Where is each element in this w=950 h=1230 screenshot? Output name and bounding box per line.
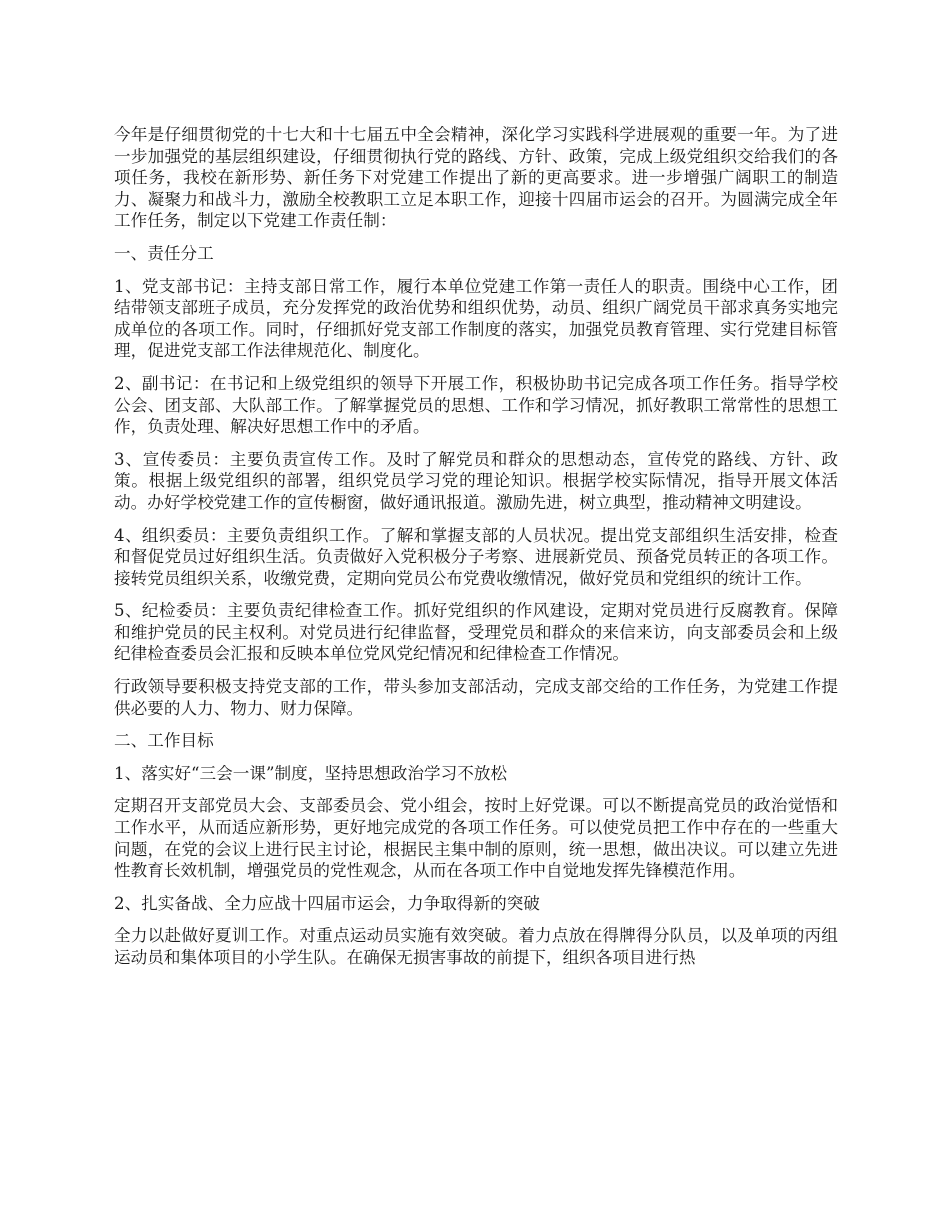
goal-one-paragraph: 定期召开支部党员大会、支部委员会、党小组会，按时上好党课。可以不断提高党员的政治觉悟和工作水平，从而适应新形势，更好地完成党的各项工作任务。可以使党员把工作中存在的一些重大问题，在党的会议上进行民主讨论，根据民主集中制的原则，统一思想，做出决议。可以建立先进性教育长效机制，增强党员的党性观念，从而在各项工作中自觉地发挥先锋模范作用。 [114, 796, 838, 881]
goal-one-heading: 1、落实好“三会一课”制度，坚持思想政治学习不放松 [114, 763, 508, 783]
administrative-leadership-paragraph: 行政领导要积极支持党支部的工作，带头参加支部活动，完成支部交给的工作任务，为党建工作提供必要的人力、物力、财力保障。 [114, 677, 838, 718]
party-secretary-paragraph: 1、党支部书记：主持支部日常工作，履行本单位党建工作第一责任人的职责。围绕中心工作，团结带领支部班子成员，充分发挥党的政治优势和组织优势，动员、组织广阔党员干部求真务实地完成单位的各项工作。同时，仔细抓好党支部工作制度的落实，加强党员教育管理、实行党建目标管理，促进党支部工作法律规范化、制度化。 [114, 276, 838, 361]
publicity-committee-paragraph: 3、宣传委员：主要负责宣传工作。及时了解党员和群众的思想动态，宣传党的路线、方针、政策。根据上级党组织的部署，组织党员学习党的理论知识。根据学校实际情况，指导开展文体活动。办好学校党建工作的宣传橱窗，做好通讯报道。激励先进，树立典型，推动精神文明建设。 [114, 449, 838, 512]
document-page [114, 124, 838, 980]
discipline-committee-paragraph: 5、纪检委员：主要负责纪律检查工作。抓好党组织的作风建设，定期对党员进行反腐教育。保障和维护党员的民主权利。对党员进行纪律监督，受理党员和群众的来信来访，向支部委员会和上级纪律检查委员会汇报和反映本单位党风党纪情况和纪律检查工作情况。 [114, 601, 838, 664]
intro-paragraph: 今年是仔细贯彻党的十七大和十七届五中全会精神，深化学习实践科学进展观的重要一年。为了进一步加强党的基层组织建设，仔细贯彻执行党的路线、方针、政策，完成上级党组织交给我们的各项任务，我校在新形势、新任务下对党建工作提出了新的更高要求。进一步增强广阔职工的制造力、凝聚力和战斗力，激励全校教职工立足本职工作，迎接十四届市运会的召开。为圆满完成全年工作任务，制定以下党建工作责任制： [114, 125, 838, 231]
section-heading-responsibilities: 一、责任分工 [114, 243, 214, 263]
deputy-secretary-paragraph: 2、副书记：在书记和上级党组织的领导下开展工作，积极协助书记完成各项工作任务。指导学校公会、团支部、大队部工作。了解掌握党员的思想、工作和学习情况，抓好教职工常常性的思想工作，负责处理、解决好思想工作中的矛盾。 [114, 373, 838, 437]
goal-two-paragraph: 全力以赴做好夏训工作。对重点运动员实施有效突破。着力点放在得牌得分队员，以及单项的丙组运动员和集体项目的小学生队。在确保无损害事故的前提下，组织各项目进行热 [114, 926, 838, 967]
section-heading-goals: 二、工作目标 [114, 731, 214, 751]
goal-two-heading: 2、扎实备战、全力应战十四届市运会，力争取得新的突破 [114, 893, 540, 913]
organization-committee-paragraph: 4、组织委员：主要负责组织工作。了解和掌握支部的人员状况。提出党支部组织生活安排，检查和督促党员过好组织生活。负责做好入党积极分子考察、进展新党员、预备党员转正的各项工作。接转党员组织关系，收缴党费，定期向党员公布党费收缴情况，做好党员和党组织的统计工作。 [114, 525, 838, 588]
